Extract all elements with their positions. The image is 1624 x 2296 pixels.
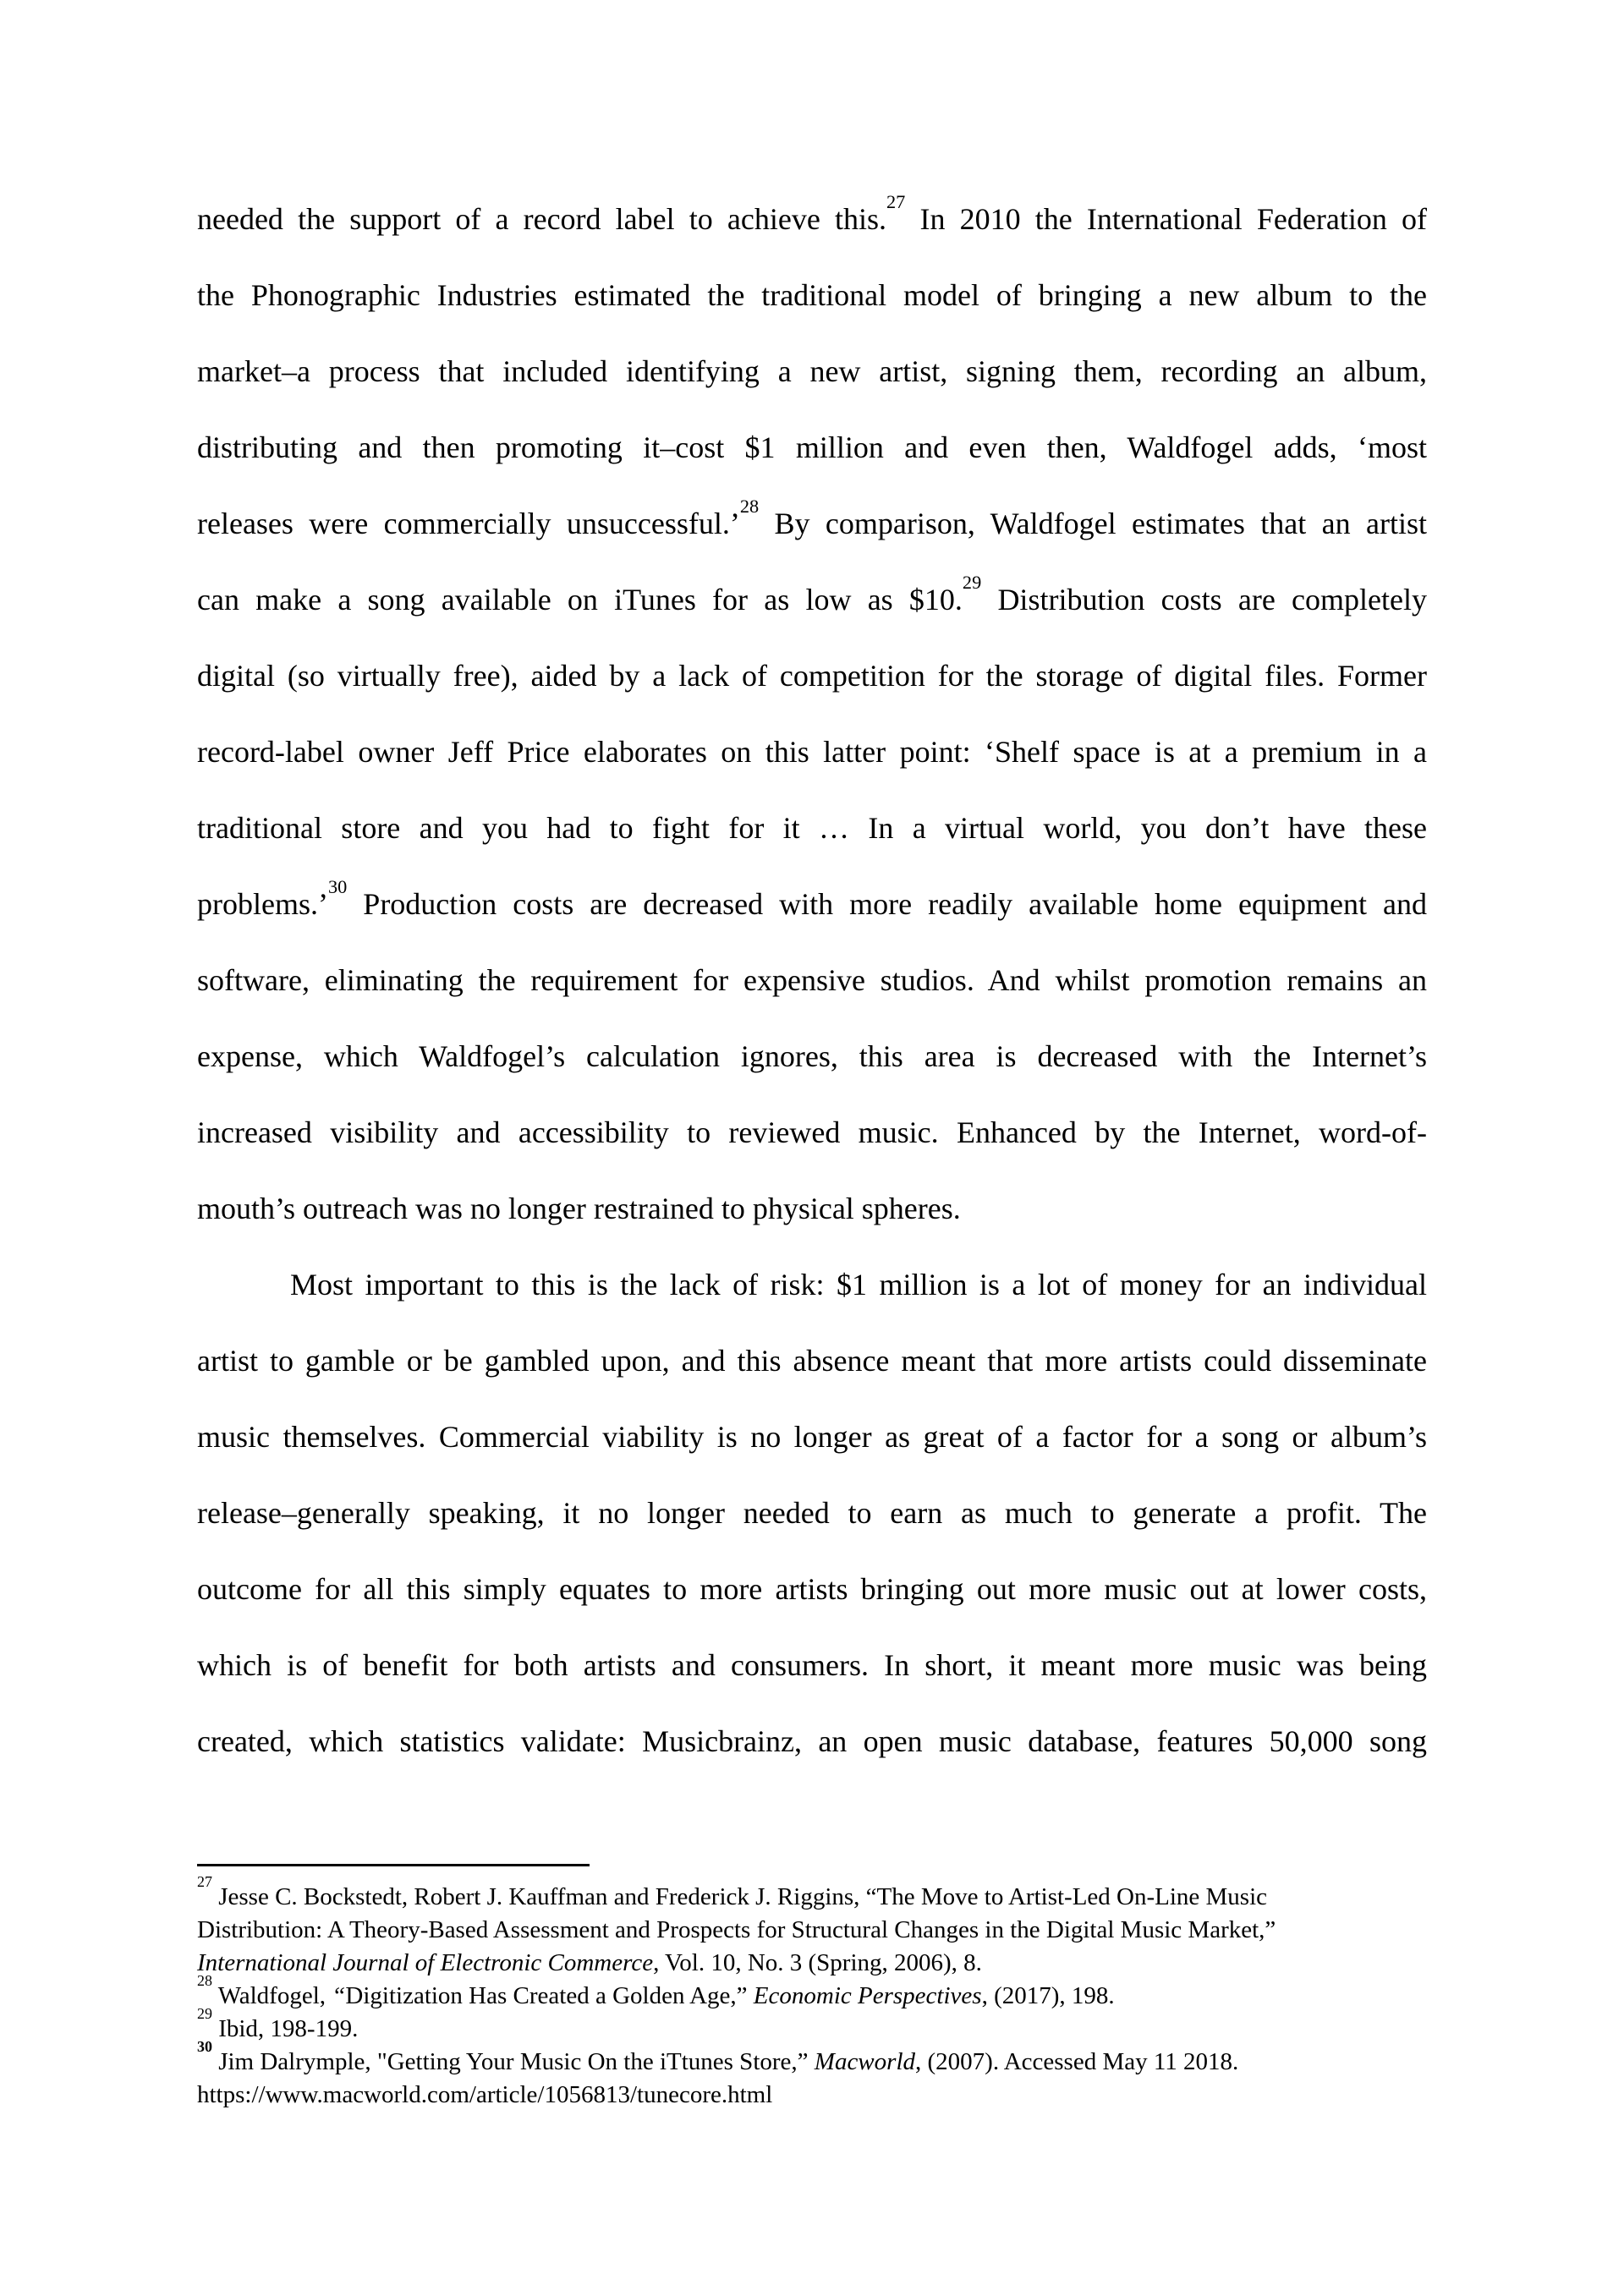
text-segment: Distribution: A Theory-Based Assessment and Prospects for Structural Changes in the Digital Music Market,” bbox=[197, 1916, 1276, 1943]
body-line-text bbox=[197, 875, 1427, 921]
body-line bbox=[197, 1247, 1427, 1323]
body-line-text bbox=[197, 1420, 1427, 1454]
body-line-text bbox=[197, 1496, 1427, 1530]
body-line bbox=[197, 1703, 1427, 1779]
text-segment: distributing and then promoting it–cost $1 million and even then, Waldfogel adds, ‘most bbox=[197, 430, 1427, 464]
text-segment: created, which statistics validate: Musicbrainz, an open music database, features 50,000 song bbox=[197, 1724, 1427, 1758]
body-line bbox=[197, 257, 1427, 333]
text-segment: Ibid, 198-199. bbox=[211, 2015, 359, 2042]
text-segment: release–generally speaking, it no longer needed to earn as much to generate a profit. The bbox=[197, 1496, 1427, 1530]
body-line-text bbox=[197, 1344, 1427, 1378]
text-segment: mouth’s outreach was no longer restrained to physical spheres. bbox=[197, 1192, 961, 1225]
body-line-text bbox=[197, 430, 1427, 464]
body-line bbox=[197, 942, 1427, 1018]
footnote-line bbox=[197, 1947, 1440, 1980]
footnote-line bbox=[197, 2038, 1440, 2079]
text-segment: Jim Dalrymple, "Getting Your Music On the iTtunes Store,” bbox=[211, 2048, 815, 2075]
body-text bbox=[197, 181, 1427, 1779]
text-segment: software, eliminating the requirement for expensive studios. And whilst promotion remains an bbox=[197, 963, 1427, 997]
text-segment: Production costs are decreased with more readily available home equipment and bbox=[347, 887, 1427, 921]
text-segment: https://www.macworld.com/article/1056813/tunecore.html bbox=[197, 2081, 773, 2108]
text-segment: Jesse C. Bockstedt, Robert J. Kauffman and Frederick J. Riggins, “The Move to Artist-Led On-Line Music bbox=[211, 1883, 1268, 1910]
text-segment: outcome for all this simply equates to more artists bringing out more music out at lower costs, bbox=[197, 1572, 1427, 1606]
text-segment: In 2010 the International Federation of bbox=[905, 202, 1427, 236]
text-segment: International Journal of Electronic Commerce bbox=[197, 1949, 654, 1976]
text-segment: “ bbox=[332, 1982, 346, 2009]
text-segment: needed the support of a record label to achieve this. bbox=[197, 202, 886, 236]
text-segment: releases were commercially unsuccessful.’ bbox=[197, 507, 740, 540]
body-line-text bbox=[197, 1648, 1427, 1682]
text-segment: can make a song available on iTunes for as low as $10. bbox=[197, 583, 963, 616]
body-line bbox=[197, 409, 1427, 485]
body-line bbox=[197, 790, 1427, 866]
body-line bbox=[197, 1323, 1427, 1399]
text-segment: Waldfogel, bbox=[211, 1982, 332, 2009]
text-segment: market–a process that included identifying a new artist, signing them, recording an album, bbox=[197, 354, 1427, 388]
body-line-text bbox=[197, 190, 1427, 236]
footnote-ref: 30 bbox=[327, 875, 348, 897]
footnote-line bbox=[197, 2079, 1440, 2112]
body-line-text bbox=[197, 811, 1427, 845]
text-segment: record-label owner Jeff Price elaborates on this latter point: ‘Shelf space is at a premium in a bbox=[197, 735, 1427, 769]
text-segment: expense, which Waldfogel’s calculation ignores, this area is decreased with the Internet’s bbox=[197, 1039, 1427, 1073]
text-segment: traditional store and you had to fight for it … In a virtual world, you don’t have these bbox=[197, 811, 1427, 845]
text-segment: Economic Perspectives bbox=[753, 1982, 982, 2009]
body-line-text bbox=[197, 354, 1427, 388]
body-line bbox=[197, 562, 1427, 638]
text-segment: Distribution costs are completely bbox=[981, 583, 1427, 616]
footnote-ref: 27 bbox=[886, 190, 906, 212]
text-segment: Digitization Has Created a Golden Age,” bbox=[345, 1982, 754, 2009]
body-line-text bbox=[290, 1268, 1427, 1301]
footnote-separator bbox=[197, 1864, 590, 1866]
footnote-ref: 29 bbox=[962, 571, 982, 593]
body-line bbox=[197, 638, 1427, 714]
footnote-number: 29 bbox=[197, 2005, 212, 2023]
body-line-text bbox=[197, 571, 1427, 616]
body-line-text bbox=[197, 1039, 1427, 1073]
text-segment: the Phonographic Industries estimated the traditional model of bringing a new album to the bbox=[197, 278, 1427, 312]
text-segment: , (2017), 198. bbox=[981, 1982, 1115, 2009]
body-line-text bbox=[197, 495, 1427, 540]
body-line-text bbox=[197, 1724, 1427, 1758]
text-segment: Most important to this is the lack of risk: $1 million is a lot of money for an individual bbox=[290, 1268, 1427, 1301]
text-segment: , Vol. 10, No. 3 (Spring, 2006), 8. bbox=[653, 1949, 982, 1976]
footnotes-section bbox=[197, 1873, 1440, 2112]
text-segment: problems.’ bbox=[197, 887, 328, 921]
body-line-text bbox=[197, 1572, 1427, 1606]
body-line bbox=[197, 866, 1427, 942]
body-line-text bbox=[197, 735, 1427, 769]
footnote-line bbox=[197, 2005, 1440, 2046]
footnote-number: 27 bbox=[197, 1873, 212, 1891]
text-segment: Macworld bbox=[814, 2048, 915, 2075]
text-segment: By comparison, Waldfogel estimates that an artist bbox=[759, 507, 1427, 540]
body-line bbox=[197, 714, 1427, 790]
body-line bbox=[197, 1399, 1427, 1475]
text-segment: which is of benefit for both artists and consumers. In short, it meant more music was being bbox=[197, 1648, 1427, 1682]
body-line bbox=[197, 1475, 1427, 1551]
footnote-ref: 28 bbox=[739, 495, 760, 517]
body-line-text bbox=[197, 659, 1427, 693]
body-line bbox=[197, 1018, 1427, 1094]
body-line bbox=[197, 333, 1427, 409]
text-segment: artist to gamble or be gambled upon, and this absence meant that more artists could disseminate bbox=[197, 1344, 1427, 1378]
body-line bbox=[197, 485, 1427, 562]
body-line-text bbox=[197, 278, 1427, 312]
footnote-line bbox=[197, 1873, 1440, 1914]
footnote-number: 28 bbox=[197, 1972, 212, 1990]
body-line-text bbox=[197, 963, 1427, 997]
footnote-line bbox=[197, 1972, 1440, 2013]
body-line bbox=[197, 1551, 1427, 1627]
body-line-text bbox=[197, 1115, 1427, 1149]
body-line bbox=[197, 1170, 1427, 1247]
text-segment: , (2007). Accessed May 11 2018. bbox=[915, 2048, 1239, 2075]
text-segment: digital (so virtually free), aided by a lack of competition for the storage of digital files. Former bbox=[197, 659, 1427, 693]
footnote-line bbox=[197, 1914, 1440, 1947]
footnote-number: 30 bbox=[197, 2038, 212, 2056]
body-line-text bbox=[197, 1192, 961, 1225]
body-line bbox=[197, 1627, 1427, 1703]
body-line bbox=[197, 1094, 1427, 1170]
body-line bbox=[197, 181, 1427, 257]
text-segment: music themselves. Commercial viability is no longer as great of a factor for a song or album’s bbox=[197, 1420, 1427, 1454]
text-segment: increased visibility and accessibility to reviewed music. Enhanced by the Internet, word-of- bbox=[197, 1115, 1427, 1149]
